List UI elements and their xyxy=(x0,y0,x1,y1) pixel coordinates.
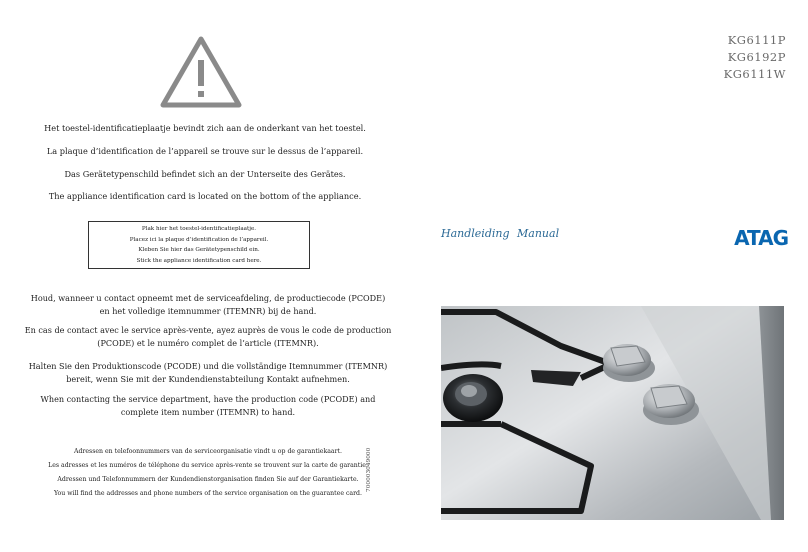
warning-triangle-icon xyxy=(160,36,242,108)
plate-notice-de: Das Gerätetypenschild befindet sich an der Unterseite des Gerätes. xyxy=(64,169,346,179)
contact-line: bereit, wenn Sie mit der Kundendienstabteilung Kontakt aufnehmen. xyxy=(66,374,350,384)
model-number: KG6192P xyxy=(727,50,786,64)
plate-notice-en: The appliance identification card is located on the bottom of the appliance. xyxy=(48,191,362,201)
sticker-text-de: Kleben Sie hier das Gerätetypenschild ein. xyxy=(138,247,260,254)
manual-title xyxy=(441,227,559,240)
document-code: 700003049000 xyxy=(366,447,372,492)
gas-hob-photo xyxy=(441,306,784,520)
contact-info-de xyxy=(20,360,396,386)
manual-title-nl: Handleiding xyxy=(441,227,510,240)
contact-line: When contacting the service department, have the production code (PCODE) and xyxy=(40,394,376,404)
contact-line: En cas de contact avec le service après-vente, ayez auprès de vous le code de production xyxy=(24,325,392,335)
contact-line: Halten Sie den Produktionscode (PCODE) und die vollständige Itemnummer (ITEMNR) xyxy=(28,361,388,371)
plate-notice-fr: La plaque d’identification de l’appareil se trouve sur le dessus de l’appareil. xyxy=(46,146,364,156)
sticker-text-en: Stick the appliance identification card here. xyxy=(136,257,262,264)
model-number: KG6111P xyxy=(727,33,786,47)
atag-logo: ATAG xyxy=(734,226,788,250)
contact-line: complete item number (ITEMNR) to hand. xyxy=(120,407,296,417)
model-number: KG6111W xyxy=(723,67,786,81)
sticker-text-nl: Plak hier het toestel-identificatieplaatje. xyxy=(141,226,257,232)
addresses-en: You will find the addresses and phone numbers of the service organisation on the guarantee card. xyxy=(53,490,362,497)
addresses-de: Adressen und Telefonnummern der Kundendienstorganisation finden Sie auf der Garantiekarte. xyxy=(57,476,359,483)
addresses-fr: Les adresses et les numéros de téléphone du service après-vente se trouvent sur la carte de garantie. xyxy=(48,462,368,469)
contact-info-nl xyxy=(20,292,396,318)
contact-info-en xyxy=(20,393,396,419)
plate-notice-nl: Het toestel-identificatieplaatje bevindt zich aan de onderkant van het toestel. xyxy=(44,123,366,133)
sticker-text-fr: Placez ici la plaque d’identification de l’appareil. xyxy=(129,236,269,243)
contact-line: en het volledige itemnummer (ITEMNR) bij de hand. xyxy=(99,306,317,316)
contact-line: Houd, wanneer u contact opneemt met de serviceafdeling, de productiecode (PCODE) xyxy=(30,293,386,303)
contact-line: (PCODE) et le numéro complet de l’article (ITEMNR). xyxy=(97,338,319,348)
contact-info-fr xyxy=(20,324,396,350)
addresses-nl: Adressen en telefoonnummers van de serviceorganisatie vindt u op de garantiekaart. xyxy=(74,448,342,455)
manual-title-en: Manual xyxy=(517,227,560,240)
identification-sticker-box xyxy=(88,221,310,269)
